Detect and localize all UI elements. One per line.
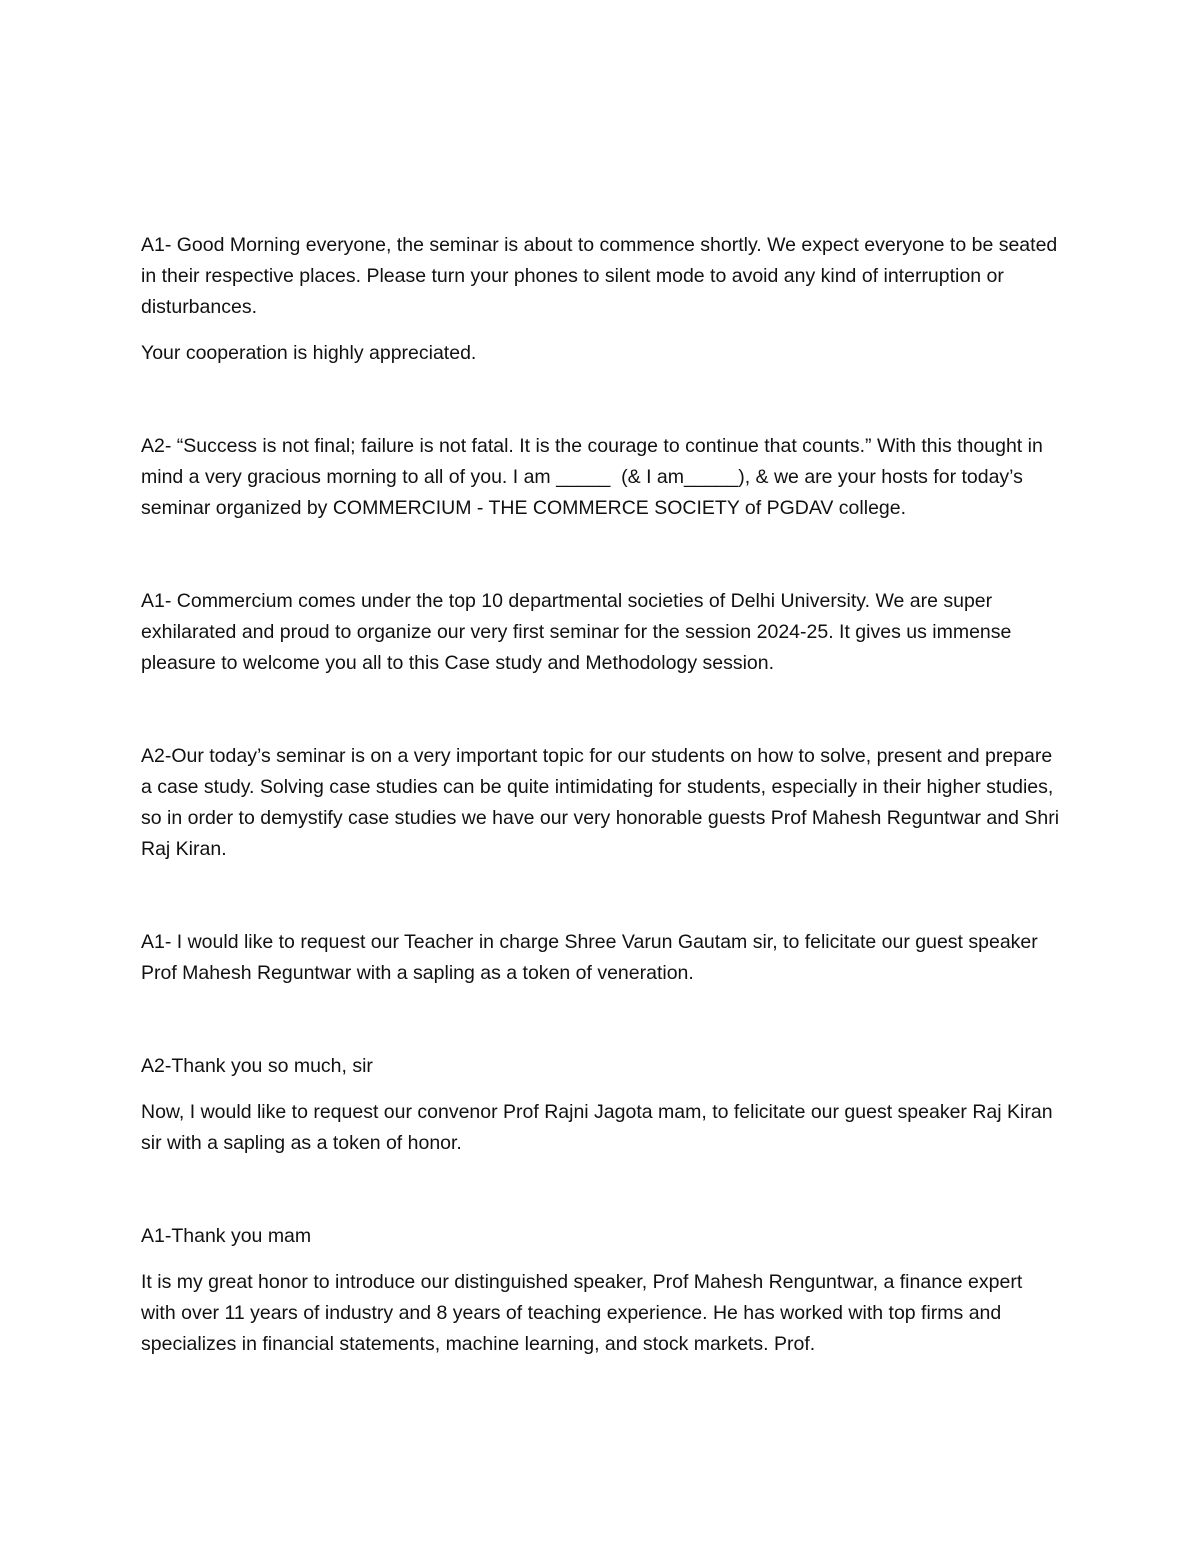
paragraph-society-intro: A1- Commercium comes under the top 10 departmental societies of Delhi University. We are super exhilarated and proud to organize our very first seminar for the session 2024-25. It gives us immense pleasure to welcome you all to this Case study and Methodology session. [141,590,1017,674]
paragraph-opening-announcement: A1- Good Morning everyone, the seminar is about to commence shortly. We expect everyone to be seated in their respective places. Please turn your phones to silent mode to avoid any kind of interruption or disturbances. [141,234,1063,318]
paragraph-felicitation-request-1: A1- I would like to request our Teacher in charge Shree Varun Gautam sir, to felicitate our guest speaker Prof Mahesh Reguntwar with a sapling as a token of veneration. [141,931,1044,984]
paragraph-cooperation-note: Your cooperation is highly appreciated. [141,342,477,364]
paragraph-thanks-sir: A2-Thank you so much, sir [141,1055,373,1077]
document-body [141,230,1065,1375]
paragraph-welcome-quote: A2- “Success is not final; failure is not fatal. It is the courage to continue that counts.” With this thought in mind a very gracious morning to all of you. I am _____ (& I am_____), & we are your hosts for today’s seminar organized by COMMERCIUM - THE COMMERCE SOCIETY of PGDAV college. [141,435,1049,519]
paragraph-speaker-introduction: It is my great honor to introduce our distinguished speaker, Prof Mahesh Renguntwar, a finance expert with over 11 years of industry and 8 years of teaching experience. He has worked with top firms and specializes in financial statements, machine learning, and stock markets. Prof. [141,1271,1028,1355]
paragraph-felicitation-request-2: Now, I would like to request our convenor Prof Rajni Jagota mam, to felicitate our guest speaker Raj Kiran sir with a sapling as a token of honor. [141,1101,1058,1154]
paragraph-thanks-mam: A1-Thank you mam [141,1225,312,1247]
paragraph-seminar-topic: A2-Our today’s seminar is on a very important topic for our students on how to solve, present and prepare a case study. Solving case studies can be quite intimidating for students, especially in their higher studies, so in order to demystify case studies we have our very honorable guests Prof Mahesh Reguntwar and Shri Raj Kiran. [141,745,1065,860]
